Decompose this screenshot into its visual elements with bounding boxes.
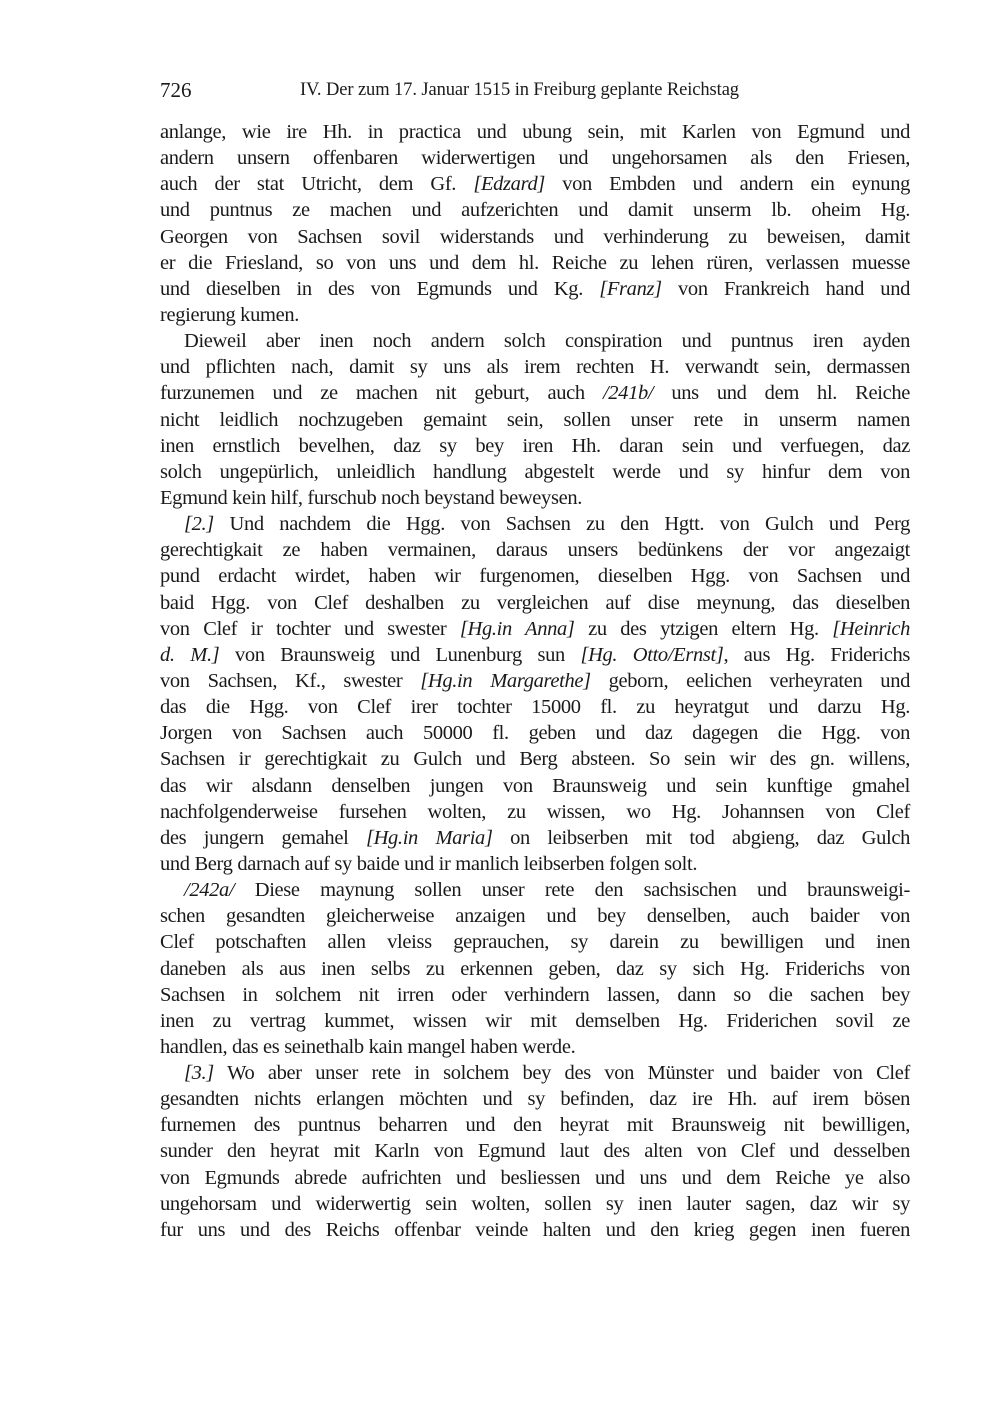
text-line bbox=[160, 929, 910, 955]
text-line bbox=[160, 825, 910, 851]
text-line bbox=[160, 720, 910, 746]
text-segment: furzunemen und ze machen nit geburt, auch bbox=[160, 382, 603, 405]
text-segment: von Frankreich hand und bbox=[661, 277, 910, 300]
text-line bbox=[160, 1217, 910, 1243]
text-segment: gerechtigkait ze haben vermainen, daraus unsers bedünkens der vor angezaigt bbox=[160, 539, 910, 562]
text-segment: Diese maynung sollen unser rete den sachsischen und braunsweigi- bbox=[234, 879, 910, 902]
text-line bbox=[160, 537, 910, 563]
page-number: 726 bbox=[160, 78, 192, 102]
text-line bbox=[160, 746, 910, 772]
text-segment: Wo aber unser rete in solchem bey des von Münster und baider von Clef bbox=[213, 1062, 910, 1085]
text-segment: das wir alsdann denselben jungen von Braunsweig und sein kunftige gmahel bbox=[160, 774, 910, 797]
running-title: IV. Der zum 17. Januar 1515 in Freiburg geplante Reichstag bbox=[300, 80, 739, 100]
editorial-annotation: [Edzard] bbox=[473, 173, 545, 196]
text-line bbox=[160, 407, 910, 433]
text-line bbox=[160, 459, 910, 485]
text-segment: und puntnus ze machen und aufzerichten und damit unserm lb. oheim Hg. bbox=[160, 199, 910, 222]
text-segment: von Embden und andern ein eynung bbox=[544, 173, 911, 196]
text-segment: von Clef ir tochter und swester bbox=[160, 617, 460, 640]
text-line bbox=[160, 616, 910, 642]
editorial-annotation: [Hg. Otto/Ernst] bbox=[580, 643, 724, 666]
text-line bbox=[160, 250, 910, 276]
paragraph-first-line bbox=[160, 511, 910, 537]
text-line bbox=[160, 1112, 910, 1138]
text-line bbox=[160, 485, 910, 511]
text-segment: , aus Hg. Friderichs bbox=[723, 643, 910, 666]
text-segment: und pflichten nach, damit sy uns als irem rechten H. verwandt sein, dermassen bbox=[160, 356, 910, 379]
text-segment: von Egmunds abrede aufrichten und besliessen und uns und dem Reiche ye also bbox=[160, 1166, 910, 1189]
text-segment: schen gesandten gleicherweise anzaigen und bey denselben, auch baider von bbox=[160, 905, 910, 928]
text-segment: Jorgen von Sachsen auch 50000 fl. geben und daz dagegen die Hgg. von bbox=[160, 722, 910, 745]
editorial-annotation: [Hg.in Anna] bbox=[459, 617, 575, 640]
text-segment: und Berg darnach auf sy baide und ir manlich leibserben folgen solt. bbox=[160, 852, 698, 875]
text-segment: zu des ytzigen eltern Hg. bbox=[574, 617, 833, 640]
text-segment: anlange, wie ire Hh. in practica und ubung sein, mit Karlen von Egmund und bbox=[160, 121, 910, 143]
text-segment: gesandten nichts erlangen möchten und sy befinden, daz ire Hh. auf irem bösen bbox=[160, 1088, 910, 1111]
editorial-annotation: /242a/ bbox=[184, 879, 235, 902]
editorial-annotation: [3.] bbox=[184, 1062, 214, 1085]
paragraph-first-line bbox=[160, 328, 910, 354]
text-line bbox=[160, 1086, 910, 1112]
text-line bbox=[160, 956, 910, 982]
text-segment: pund erdacht wirdet, haben wir furgenomen, dieselben Hgg. von Sachsen und bbox=[160, 565, 910, 588]
text-segment: regierung kumen. bbox=[160, 303, 299, 326]
text-line bbox=[160, 851, 910, 877]
text-segment: on leibserben mit tod abgieng, daz Gulch bbox=[492, 826, 911, 849]
text-line bbox=[160, 433, 910, 459]
text-segment: des jungern gemahel bbox=[160, 826, 366, 849]
editorial-annotation: [Hg.in Maria] bbox=[365, 826, 493, 849]
text-segment: geborn, eelichen verheyraten und bbox=[590, 669, 910, 692]
document-body bbox=[160, 119, 910, 1243]
text-segment: von Braunsweig und Lunenburg sun bbox=[219, 643, 581, 666]
text-segment: andern unsern offenbaren widerwertigen und ungehorsamen als den Friesen, bbox=[160, 147, 910, 170]
text-line bbox=[160, 197, 910, 223]
text-line bbox=[160, 590, 910, 616]
text-segment: und dieselben in des von Egmunds und Kg. bbox=[160, 277, 600, 300]
text-line bbox=[160, 773, 910, 799]
editorial-annotation: [Hg.in Margarethe] bbox=[420, 669, 591, 692]
text-segment: Sachsen in solchem nit irren oder verhindern lassen, dann so die sachen bey bbox=[160, 983, 910, 1006]
text-segment: solch ungepürlich, unleidlich handlung abgestelt werde und sy hinfur dem von bbox=[160, 460, 910, 483]
text-segment: daneben als aus inen selbs zu erkennen geben, daz sy sich Hg. Friderichs von bbox=[160, 957, 910, 980]
text-line bbox=[160, 380, 910, 406]
text-line bbox=[160, 1008, 910, 1034]
editorial-annotation: d. M.] bbox=[160, 643, 220, 666]
text-segment: fur uns und des Reichs offenbar veinde halten und den krieg gegen inen fueren bbox=[160, 1218, 910, 1241]
text-segment: inen zu vertrag kummet, wissen wir mit demselben Hg. Friderichen sovil ze bbox=[160, 1009, 910, 1032]
text-line bbox=[160, 145, 910, 171]
text-segment: Sachsen ir gerechtigkait zu Gulch und Berg absteen. So sein wir des gn. willens, bbox=[160, 748, 910, 771]
text-line bbox=[160, 171, 910, 197]
text-line bbox=[160, 799, 910, 825]
text-line bbox=[160, 1191, 910, 1217]
text-line bbox=[160, 1165, 910, 1191]
text-line bbox=[160, 668, 910, 694]
text-segment: Egmund kein hilf, furschub noch beystand beweysen. bbox=[160, 486, 583, 509]
text-segment: handlen, das es seinethalb kain mangel haben werde. bbox=[160, 1035, 576, 1058]
text-segment: baid Hgg. von Clef deshalben zu vergleichen auf dise meynung, das dieselben bbox=[160, 591, 910, 614]
text-segment: das die Hgg. von Clef irer tochter 15000 fl. zu heyratgut und darzu Hg. bbox=[160, 696, 910, 719]
text-segment: von Sachsen, Kf., swester bbox=[160, 669, 421, 692]
text-segment: auch der stat Utricht, dem Gf. bbox=[160, 173, 474, 196]
editorial-annotation: [Heinrich bbox=[832, 617, 910, 640]
text-line bbox=[160, 1138, 910, 1164]
text-line bbox=[160, 563, 910, 589]
text-line bbox=[160, 903, 910, 929]
text-line bbox=[160, 1034, 910, 1060]
paragraph-first-line bbox=[160, 1060, 910, 1086]
editorial-annotation: /241b/ bbox=[602, 382, 654, 405]
text-line bbox=[160, 276, 910, 302]
text-segment: nachfolgenderweise fursehen wolten, zu wissen, wo Hg. Johannsen von Clef bbox=[160, 800, 910, 823]
text-segment: Und nachdem die Hgg. von Sachsen zu den Hgtt. von Gulch und Perg bbox=[213, 513, 910, 536]
text-line bbox=[160, 354, 910, 380]
text-segment: Dieweil aber inen noch andern solch conspiration und puntnus iren ayden bbox=[184, 330, 910, 353]
text-segment: sunder den heyrat mit Karln von Egmund laut des alten von Clef und desselben bbox=[160, 1140, 910, 1163]
text-segment: furnemen des puntnus beharren und den heyrat mit Braunsweig nit bewilligen, bbox=[160, 1114, 910, 1137]
editorial-annotation: [2.] bbox=[184, 513, 214, 536]
text-line bbox=[160, 982, 910, 1008]
text-line bbox=[160, 694, 910, 720]
editorial-annotation: [Franz] bbox=[599, 277, 662, 300]
text-segment: Clef potschaften allen vleiss geprauchen, sy darein zu bewilligen und inen bbox=[160, 931, 910, 954]
text-segment: uns und dem hl. Reiche bbox=[653, 382, 910, 405]
text-segment: nicht leidlich nochzugeben gemaint sein, sollen unser rete in unserm namen bbox=[160, 408, 910, 431]
text-line bbox=[160, 302, 910, 328]
text-segment: er die Friesland, so von uns und dem hl. Reiche zu lehen rüren, verlassen muesse bbox=[160, 251, 910, 274]
paragraph-first-line bbox=[160, 877, 910, 903]
text-segment: inen ernstlich bevelhen, daz sy bey iren Hh. daran sein und verfuegen, daz bbox=[160, 434, 910, 457]
page-header bbox=[160, 78, 910, 108]
text-segment: ungehorsam und widerwertig sein wolten, sollen sy inen lauter sagen, daz wir sy bbox=[160, 1192, 910, 1215]
text-line bbox=[160, 119, 910, 145]
text-line bbox=[160, 642, 910, 668]
text-segment: Georgen von Sachsen sovil widerstands und verhinderung zu beweisen, damit bbox=[160, 225, 910, 248]
text-line bbox=[160, 224, 910, 250]
